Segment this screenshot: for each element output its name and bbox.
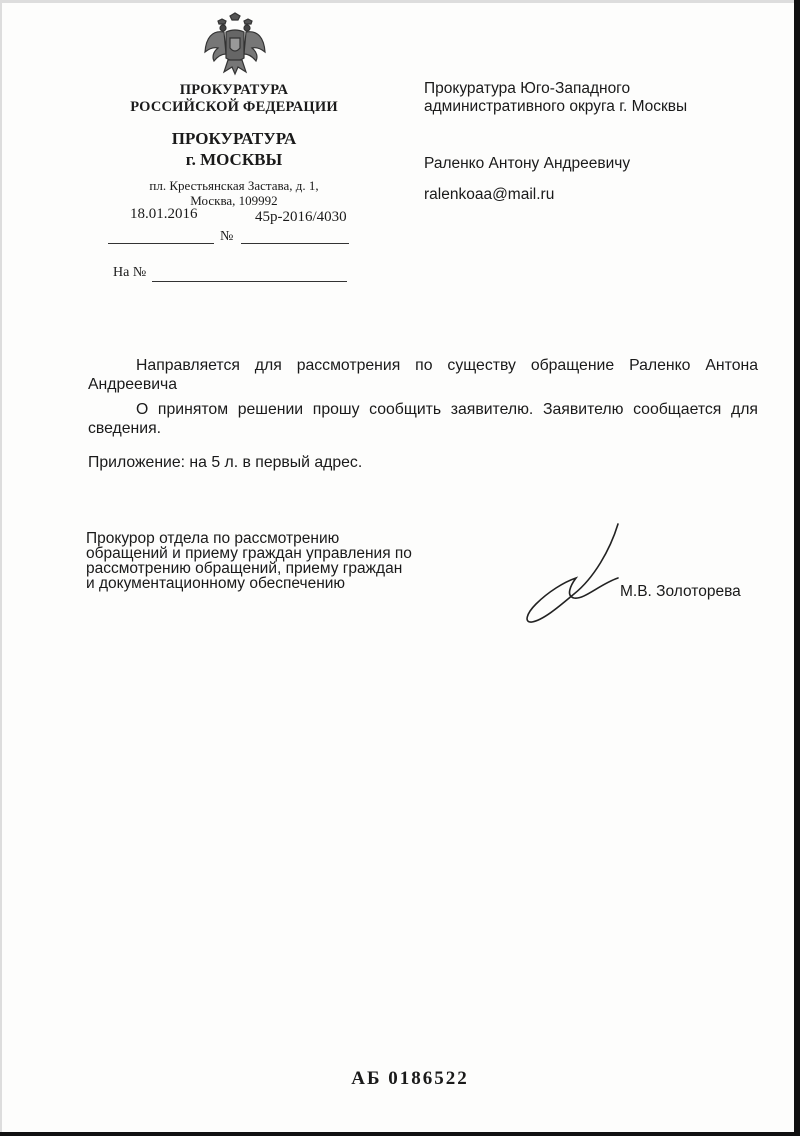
sender-address [120, 178, 348, 208]
city-org-line-1: ПРОКУРАТУРА [171, 129, 297, 148]
recipient-addressee: Раленко Антону Андреевичу [424, 155, 631, 172]
handwritten-signature [522, 520, 622, 630]
attachment-note: Приложение: на 5 л. в первый адрес. [88, 454, 363, 471]
recipient-office-line-2: административного округа г. Москвы [424, 98, 688, 115]
signatory-title-line-2: обращений и приему граждан управления по [86, 545, 412, 562]
recipient-email: ralenkoaa@mail.ru [424, 186, 555, 203]
number-underline [241, 243, 349, 244]
number-sign: № [220, 229, 234, 244]
signatory-title-line-4: и документационному обеспечению [86, 575, 346, 592]
scan-edge-bottom [0, 1132, 800, 1136]
scan-edge-top [0, 0, 800, 3]
form-serial-number: АБ 0186522 [351, 1068, 469, 1089]
recipient-office-line-1: Прокуратура Юго-Западного [424, 80, 631, 97]
outgoing-number: 45р-2016/4030 [255, 209, 347, 225]
body-paragraph-2: О принятом решении прошу сообщить заявителю. Заявителю сообщается для сведения. [88, 401, 758, 437]
coat-of-arms-icon [202, 12, 268, 78]
org-line-2: РОССИЙСКОЙ ФЕДЕРАЦИИ [130, 99, 338, 115]
body-paragraph-1: Направляется для рассмотрения по существу обращение Раленко Антона Андреевича [88, 357, 758, 393]
address-line-1: пл. Крестьянская Застава, д. 1, [149, 178, 319, 193]
address-line-2: Москва, 109992 [190, 193, 278, 208]
date-underline [108, 243, 214, 244]
scan-edge-left [0, 0, 2, 1136]
signatory-title-line-1: Прокурор отдела по рассмотрению [86, 530, 340, 547]
scan-edge-right [794, 0, 800, 1136]
city-org-line-2: г. МОСКВЫ [185, 150, 283, 169]
in-reply-underline [152, 281, 347, 282]
letter-date: 18.01.2016 [130, 206, 198, 222]
signatory-title [86, 531, 412, 591]
city-prosecutor-heading [120, 128, 348, 170]
signatory-title-line-3: рассмотрению обращений, приему граждан [86, 560, 403, 577]
signatory-name: М.В. Золоторева [620, 583, 741, 600]
org-line-1: ПРОКУРАТУРА [179, 82, 289, 98]
prosecutor-general-heading [120, 82, 348, 116]
in-reply-label: На № [113, 265, 147, 280]
recipient-office [424, 80, 687, 116]
